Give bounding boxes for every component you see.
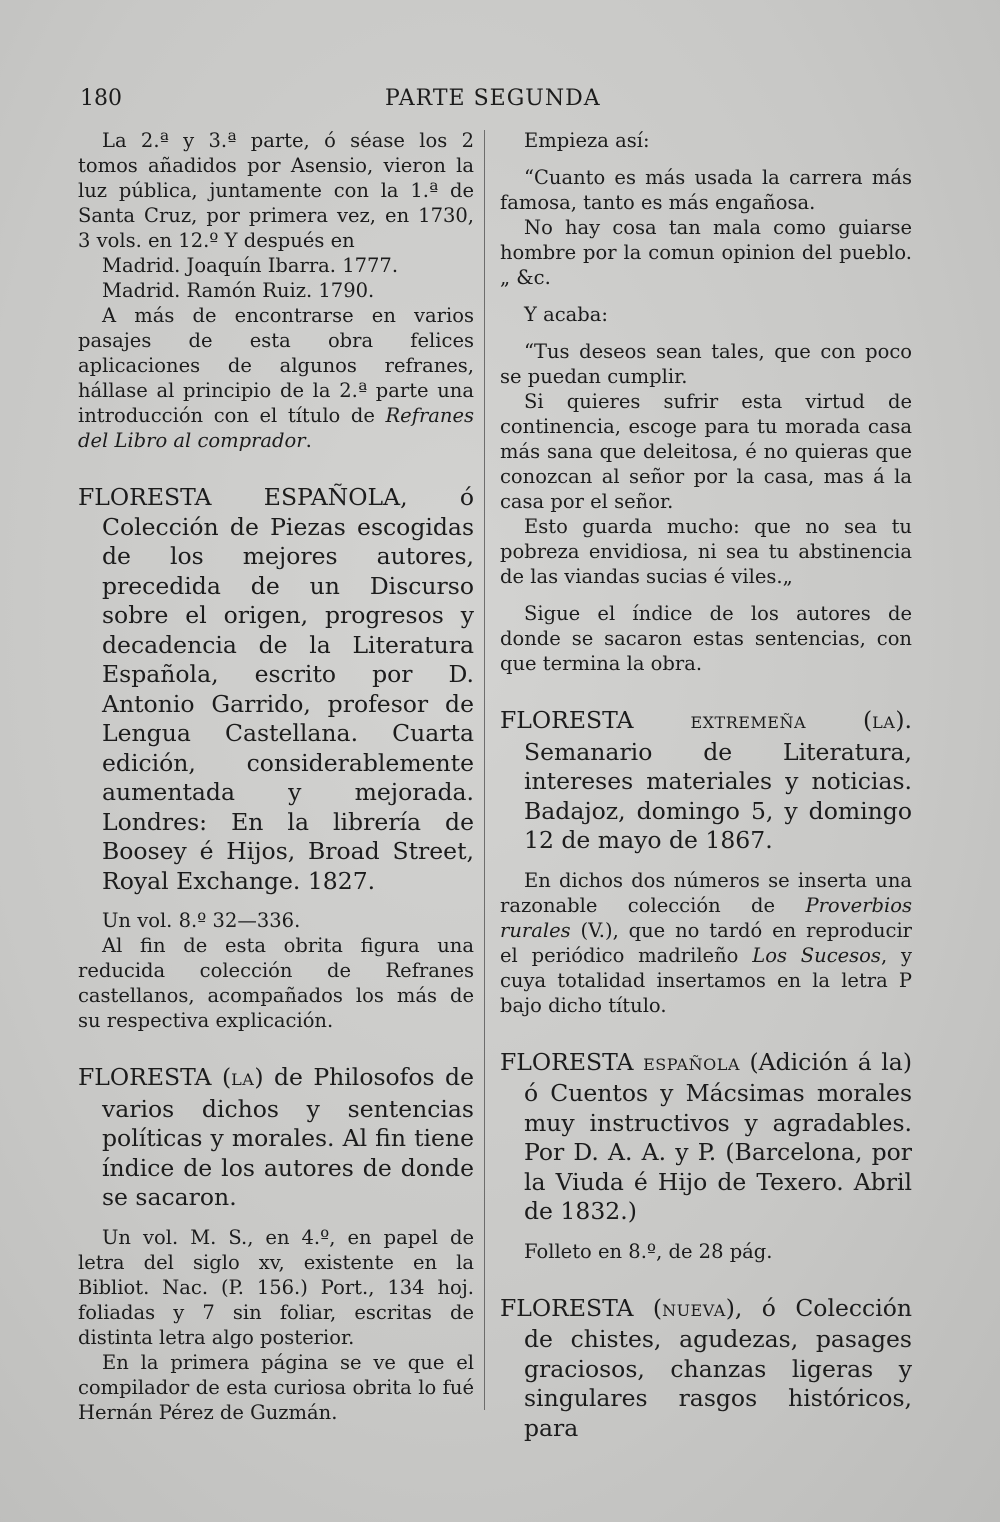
page-number: 180 — [80, 86, 122, 111]
paragraph: Empieza así: — [524, 129, 650, 152]
quote: Esto guarda mucho: que no sea tu pobreza envidiosa, ni sea tu abstinencia de las viandas sucias é viles.„ — [500, 515, 912, 588]
entry-heading: FLORESTA (NUEVA), ó Colección de chistes, agudezas, pasages graciosos, chanzas ligeras y singulares rasgos históricos, para — [500, 1293, 913, 1442]
quote: No hay cosa tan mala como guiarse hombre por la comun opinion del pueblo.„ &c. — [500, 216, 912, 289]
column-divider — [484, 130, 485, 1410]
note: Un vol. 8.º 32—336. — [102, 909, 301, 932]
note: En dichos dos números se inserta una razonable colección de Proverbios rurales (V.), que no tardó en reproducir el periódico madrileño Los Sucesos, y cuya totalidad insertamos en la letra P bajo dicho título. — [500, 868, 912, 1017]
right-column — [500, 128, 912, 1443]
entry-heading: FLORESTA EXTREMEÑA (LA). Semanario de Literatura, intereses materiales y noticias. Badajoz, domingo 5, y domingo 12 de mayo de 1867. — [500, 706, 912, 854]
left-column — [78, 128, 474, 1425]
edition-line: Madrid. Joaquín Ibarra. 1777. — [102, 254, 399, 277]
entry-heading: FLORESTA (LA) de Philosofos de varios dichos y sentencias políticas y morales. Al fin tiene índice de los autores de donde se sacaron. — [78, 1063, 474, 1211]
note: Al fin de esta obrita figura una reducida colección de Refranes castellanos, acompañados los más de su respectiva explicación. — [78, 934, 474, 1032]
note: En la primera página se ve que el compilador de esta curiosa obrita lo fué Hernán Pérez de Guzmán. — [78, 1350, 474, 1424]
quote: Si quieres sufrir esta virtud de continencia, escoge para tu morada casa más sana que deleitosa, é no quieras que conozcan al señor por la casa, mas á la casa por el señor. — [500, 390, 912, 513]
entry-heading: FLORESTA ESPAÑOLA, ó Colección de Piezas escogidas de los mejores autores, precedida de un Discurso sobre el origen, progresos y decadencia de la Literatura Española, escrito por D. Antonio Garrido, profesor de Lengua Castellana. Cuarta edición, considerablemente aumentada y mejorada. Londres: En la librería de Boosey é Hijos, Broad Street, Royal Exchange. 1827. — [78, 483, 474, 895]
quote: “Cuanto es más usada la carrera más famosa, tanto es más engañosa. — [500, 166, 912, 214]
quote: “Tus deseos sean tales, que con poco se puedan cumplir. — [500, 340, 912, 388]
paragraph: A más de encontrarse en varios pasajes de esta obra felices aplicaciones de algunos refranes, hállase al principio de la 2.ª parte una introducción con el título de Refranes del Libro al comprador. — [78, 304, 474, 452]
paragraph: Sigue el índice de los autores de donde se sacaron estas sentencias, con que termina la obra. — [500, 602, 912, 675]
entry-heading: FLORESTA ESPAÑOLA (Adición á la) ó Cuentos y Mácsimas morales muy instructivos y agradables. Por D. A. A. y P. (Barcelona, por la Viuda é Hijo de Texero. Abril de 1832.) — [500, 1047, 912, 1225]
edition-line: Madrid. Ramón Ruiz. 1790. — [102, 279, 375, 302]
paragraph: Y acaba: — [524, 303, 608, 326]
note: Folleto en 8.º, de 28 pág. — [524, 1239, 773, 1263]
paragraph: La 2.ª y 3.ª parte, ó séase los 2 tomos añadidos por Asensio, vieron la luz pública, juntamente con la 1.ª de Santa Cruz, por primera vez, en 1730, 3 vols. en 12.º Y después en — [78, 129, 474, 252]
running-title: PARTE SEGUNDA — [385, 86, 601, 111]
note: Un vol. M. S., en 4.º, en papel de letra del siglo xv, existente en la Bibliot. Nac. (P. 156.) Port., 134 hoj. foliadas y 7 sin foliar, escritas de distinta letra algo posterior. — [78, 1225, 474, 1349]
